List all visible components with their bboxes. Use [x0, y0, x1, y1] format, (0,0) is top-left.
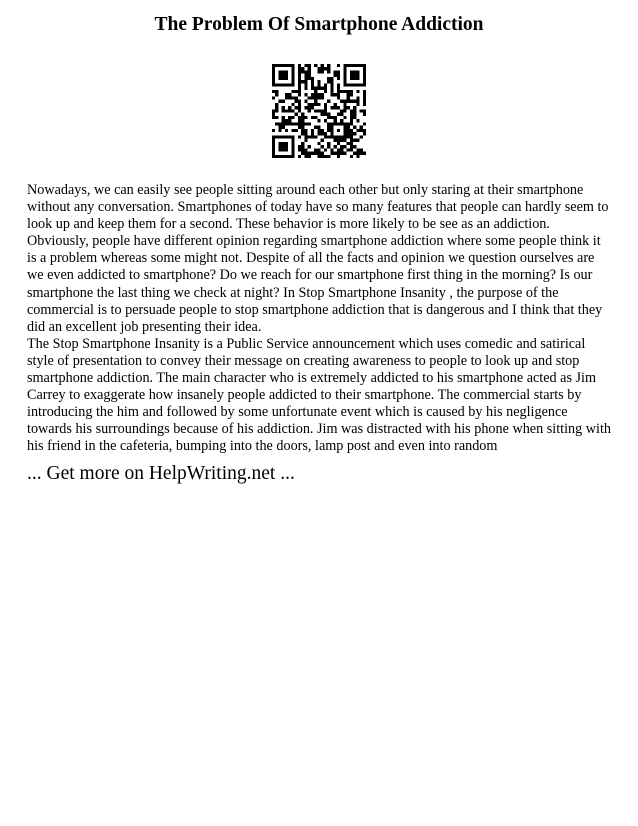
page-title: The Problem Of Smartphone Addiction	[154, 14, 484, 35]
get-more-link[interactable]: ... Get more on HelpWriting.net ...	[27, 463, 295, 484]
paragraph-1: Nowadays, we can easily see people sitting around each other but only staring at their smartphone without any conversation. Smartphones of today have so many features that people can hardly seem to look up and keep them for a second. These behavior is more likely to be see as an addiction. Obviously, people have different opinion regarding smartphone addiction where some people think it is a problem whereas some might not. Despite of all the facts and opinion we question ourselves are we even addicted to smartphone? Do we reach for our smartphone first thing in the morning? Is our smartphone the last thing we check at night? In Stop Smartphone Insanity , the purpose of the commercial is to persuade people to stop smartphone addiction that is dangerous and I think that they did an excellent job presenting their idea.	[27, 182, 609, 335]
body-text	[27, 182, 611, 456]
paragraph-2: The Stop Smartphone Insanity is a Public Service announcement which uses comedic and satirical style of presentation to convey their message on creating awareness to people to look up and stop smartphone addiction. The main character who is extremely addicted to his smartphone acted as Jim Carrey to exaggerate how insanely people addicted to their smartphone. The commercial starts by introducing the him and followed by some unfortunate event which is caused by his negligence towards his surroundings because of his addiction. Jim was distracted with his phone when sitting with his friend in the cafeteria, bumping into the doors, lamp post and even into random	[27, 335, 611, 455]
qr-code-icon	[272, 64, 366, 158]
